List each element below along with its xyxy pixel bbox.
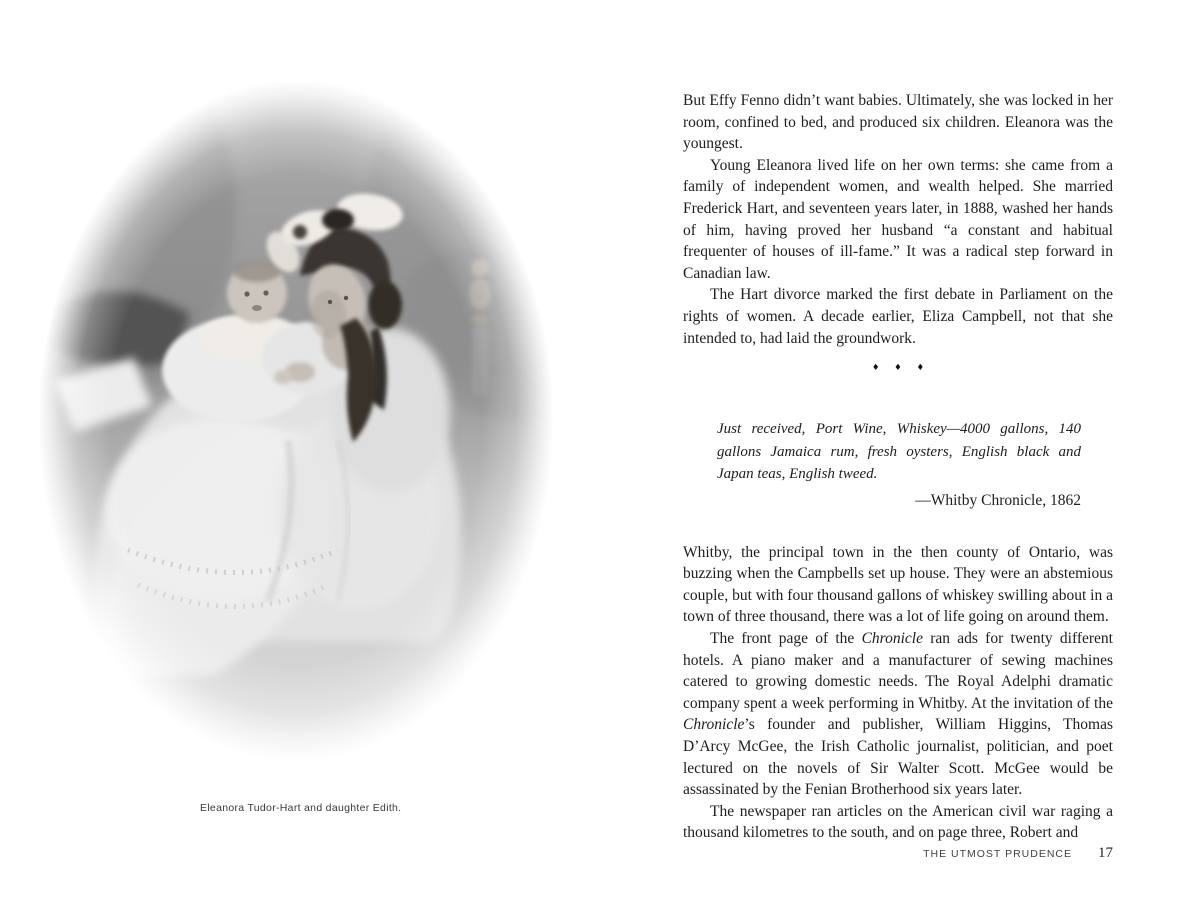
quote-attribution: —Whitby Chronicle, 1862: [915, 491, 1081, 509]
portrait-photo: [38, 80, 554, 762]
paragraph-group-top: [683, 90, 1113, 349]
paragraph: Whitby, the principal town in the then county of Ontario, was buzzing when the Campbells set up house. They were an abstemious couple, but with four thousand gallons of whiskey swilling about in a town of three thousand, there was a lot of life going on around them.: [683, 543, 1113, 626]
paragraph: But Effy Fenno didn’t want babies. Ultimately, she was locked in her room, confined to bed, and produced six children. Eleanora was the youngest.: [683, 92, 1113, 153]
running-head: THE UTMOST PRUDENCE: [923, 848, 1072, 860]
page-footer: [923, 845, 1113, 862]
block-quote: Just received, Port Wine, Whiskey—4000 gallons, 140 gallons Jamaica rum, fresh oysters, English black and Japan teas, English tweed.: [717, 421, 1081, 483]
text-column: [683, 90, 1113, 844]
page-number: 17: [1098, 845, 1113, 861]
paragraph-group-bottom: [683, 542, 1113, 844]
photo-caption: Eleanora Tudor-Hart and daughter Edith.: [200, 802, 402, 814]
paragraph: The newspaper ran articles on the American civil war raging a thousand kilometres to the south, and on page three, Robert and: [683, 802, 1113, 842]
paragraph: The Hart divorce marked the first debate in Parliament on the rights of women. A decade earlier, Eliza Campbell, not that she intended to, had laid the groundwork.: [683, 286, 1113, 347]
section-break-ornament: ♦ ♦ ♦: [871, 363, 931, 374]
paragraph: Young Eleanora lived life on her own terms: she came from a family of independent women, and wealth helped. She married Frederick Hart, and seventeen years later, in 1888, washed her hands of him, having proved her husband “a constant and habitual frequenter of houses of ill-fame.” It was a radical step forward in Canadian law.: [683, 156, 1113, 282]
paragraph: The front page of the Chronicle ran ads for twenty different hotels. A piano maker and a manufacturer of sewing machines catered to growing domestic needs. The Royal Adelphi dramatic company spent a week performing in Whitby. At the invitation of the Chronicle’s founder and publisher, William Higgins, Thomas D’Arcy McGee, the Irish Catholic journalist, politician, and poet lectured on the novels of Sir Walter Scott. McGee would be assassinated by the Fenian Brotherhood six years later.: [683, 630, 1113, 799]
vignette-overlay: [38, 80, 554, 762]
